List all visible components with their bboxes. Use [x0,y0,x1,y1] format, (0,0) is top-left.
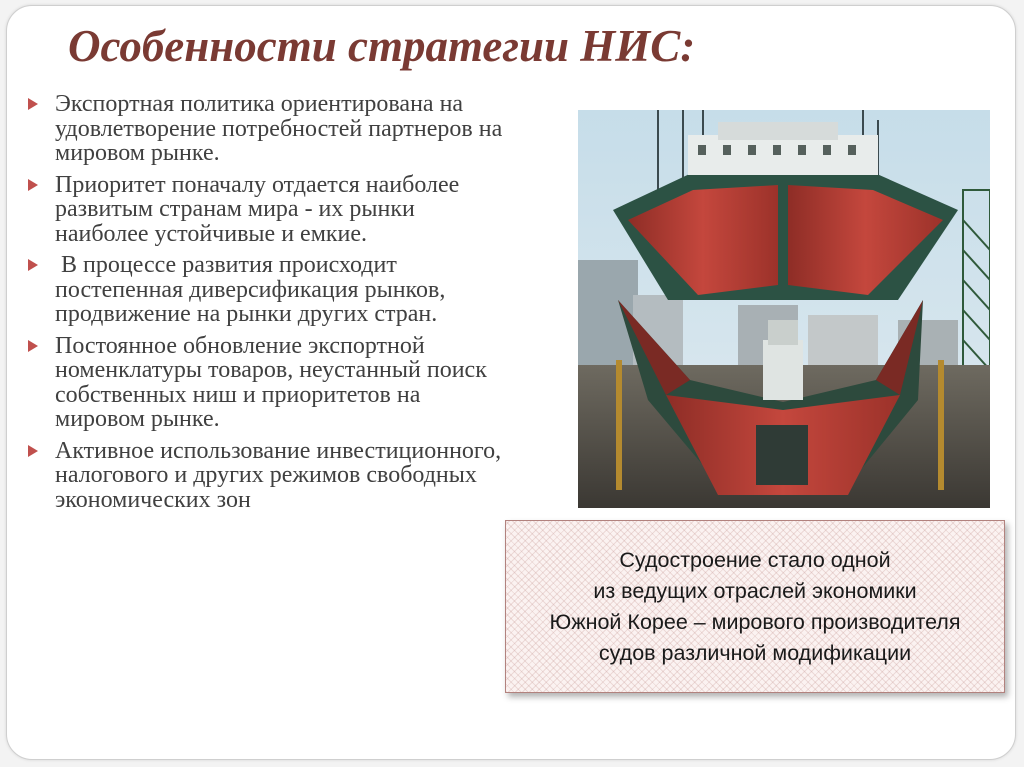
shipbuilding-photo [578,110,990,508]
caption-line: Судостроение стало одной [619,547,891,572]
bullet-item [24,253,514,327]
bullet-item [24,439,514,513]
bullet-arrow-icon [28,179,38,191]
bullet-text: Экспортная политика ориентирована на удовлетворение потребностей партнеров на мировом рынке. [55,91,503,166]
bullet-text: Постоянное обновление экспортной номенклатуры товаров, неустанный поиск собственных ниш и приоритетов на мировом рынке. [55,332,487,432]
bullet-arrow-icon [28,445,38,457]
caption-box [505,520,1005,693]
slide-title: Особенности стратегии НИС: [68,21,696,71]
bullet-item [24,334,514,432]
bullet-list [24,92,514,519]
caption-line: судов различной модификации [598,640,912,665]
bullet-text: Приоритет поначалу отдается наиболее развитым странам мира - их рынки наиболее устойчивые и емкие. [55,171,460,247]
bullet-text: В процессе развития происходит постепенная диверсификация рынков, продвижение на рынки других стран. [55,252,452,327]
caption-line: из ведущих отраслей экономики [593,578,917,603]
bullet-text: Активное использование инвестиционного, налогового и других режимов свободных экономических зон [55,437,502,513]
bullet-arrow-icon [28,98,38,110]
ship-hull-sections-in-dockyard-icon [578,110,990,508]
caption-line: Южной Корее – мирового производителя [549,609,961,634]
bullet-arrow-icon [28,340,38,352]
bullet-arrow-icon [28,259,38,271]
bullet-item [24,92,514,166]
bullet-item [24,173,514,247]
